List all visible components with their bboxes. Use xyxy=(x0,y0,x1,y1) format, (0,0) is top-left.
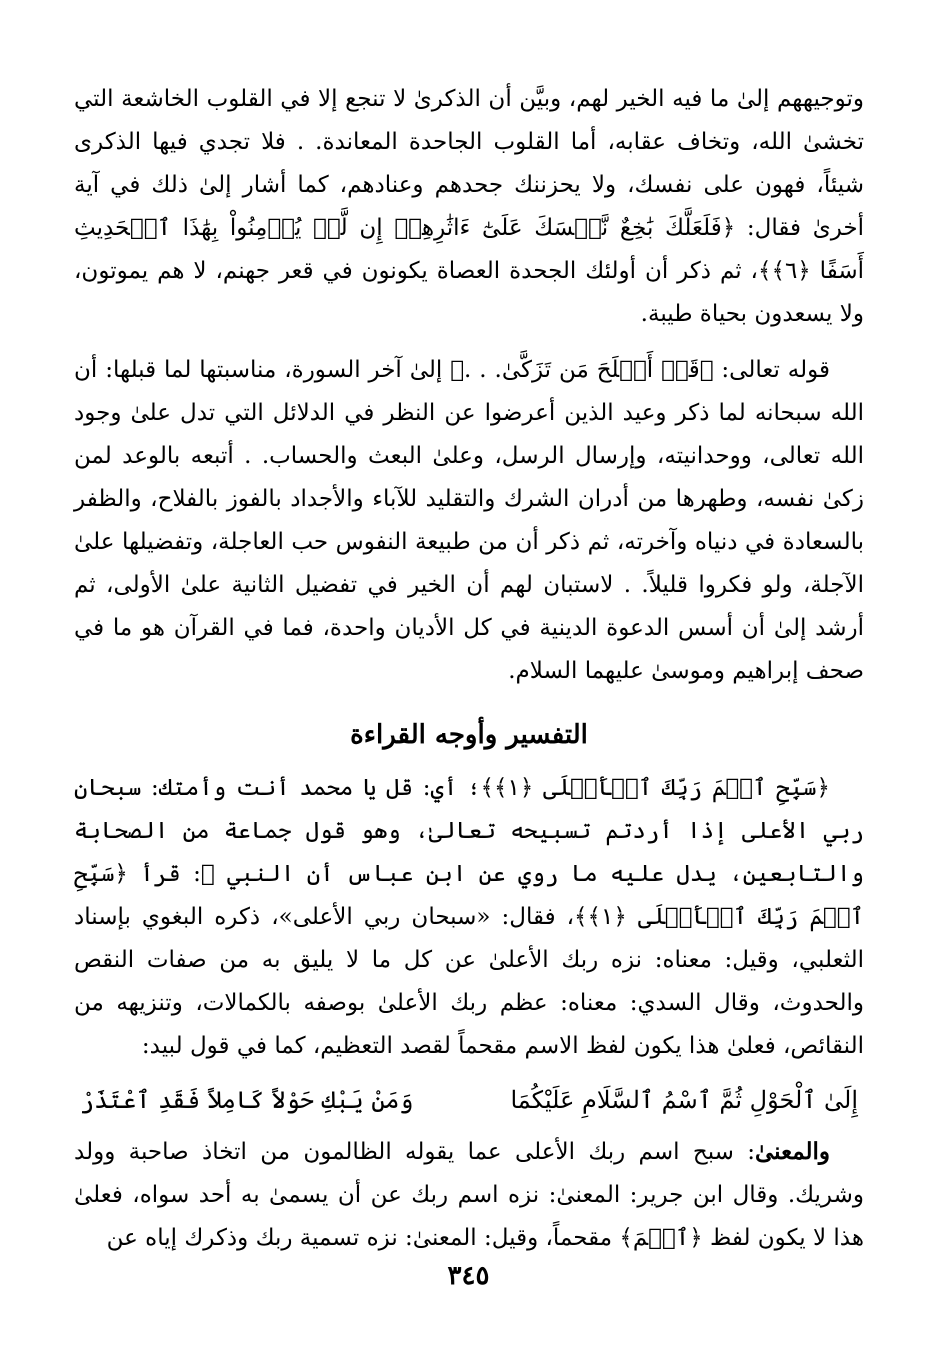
page-number: ٣٤٥ xyxy=(447,1261,490,1291)
paragraph-4 xyxy=(74,1130,864,1260)
poetry-verse xyxy=(74,1078,864,1122)
paragraph-1: وتوجيههم إلىٰ ما فيه الخير لهم، وبيَّن أن الذكرىٰ لا تنجع إلا في القلوب الخاشعة التي تخشىٰ الله، وتخاف عقابه، أما القلوب الجاحدة المعاندة. . فلا تجدي فيها الذكرى شيئاً، فهون على نفسك، ولا يحزننك جحدهم وعنادهم، كما أشار إلىٰ ذلك في آية أخرىٰ فقال: ﴿فَلَعَلَّكَ بَٰخِعٌ نَّفۡسَكَ عَلَىٰٓ ءَاثَٰرِهِمۡ إِن لَّمۡ يُؤۡمِنُواْ بِهَٰذَا ٱلۡحَدِيثِ أَسَفًا ﴿٦﴾﴾، ثم ذكر أن أولئك الجحدة العصاة يكونون في قعر جهنم، لا هم يموتون، ولا يسعدون بحياة طيبة. xyxy=(74,86,865,327)
page-body xyxy=(74,78,864,1260)
paragraph-4-text: : سبح اسم ربك الأعلى عما يقوله الظالمون من اتخاذ صاحبة وولد وشريك. وقال ابن جرير: المعنىٰ: نزه اسم ربك عن أن يسمىٰ به أحد سواه، فعلىٰ هذا لا يكون لفظ ﴿ٱسۡمَ﴾ مقحماً، وقيل: المعنىٰ: نزه تسمية ربك وذكرك إياه عن xyxy=(74,1139,864,1251)
verse-first-hemistich: إِلَىٰ ٱلْحَوْلِ ثُمَّ ٱسْمُ ٱلسَّلَامِ عَلَيْكُمَا xyxy=(510,1086,858,1114)
paragraph-2: قوله تعالى: ﴿قَدۡ أَفۡلَحَ مَن تَزَكَّىٰ. . .﴾ إلىٰ آخر السورة، مناسبتها لما قبلها: أن الله سبحانه لما ذكر وعيد الذين أعرضوا عن النظر في الدلائل التي تدل علىٰ وجود الله تعالى، ووحدانيته، وإرسال الرسل، وعلىٰ البعث والحساب. . أتبعه بالوعد لمن زكىٰ نفسه، وطهرها من أدران الشرك والتقليد للآباء والأجداد بالفوز بالفلاح، والظفر بالسعادة في دنياه وآخرته، ثم ذكر أن من طبيعة النفوس حب العاجلة، وتفضيلها علىٰ الآجلة، ولو فكروا قليلاً. . لاستبان لهم أن الخير في تفضيل الثانية علىٰ الأولى، ثم أرشد إلىٰ أن أسس الدعوة الدينية في كل الأديان واحدة، فما في القرآن هو ما في صحف إبراهيم وموسىٰ عليهما السلام. xyxy=(74,357,864,684)
verse-second-hemistich: وَمَنْ يَبْكِ حَوْلاً كَامِلاً فَقَدِ ٱعْتَذَرْ xyxy=(80,1086,414,1114)
paragraph-4-lead: والمعنىٰ xyxy=(754,1138,830,1165)
paragraph-3: ﴿سَبِّحِ ٱسۡمَ رَبِّكَ ٱلۡأَعۡلَى ﴿١﴾﴾؛ أي: قل يا محمد أنت وأمتك: سبحان ربي الأعلى إذا أردتم تسبيحه تعالىٰ، وهو قول جماعة من الصحابة والتابعين، يدل عليه ما روي عن ابن عباس أن النبي ﷺ: قرأ ﴿سَبِّحِ ٱسۡمَ رَبِّكَ ٱلۡأَعۡلَى ﴿١﴾﴾، فقال: «سبحان ربي الأعلى»، ذكره البغوي بإسناد الثعلبي، وقيل: معناه: نزه ربك الأعلىٰ عن كل ما لا يليق به من صفات النقص والحدوث، وقال السدي: معناه: عظم ربك الأعلىٰ بوصفه بالكمالات، وتنزيهه من النقائص، فعلىٰ هذا يكون لفظ الاسم مقحماً لقصد التعظيم، كما في قول لبيد: xyxy=(74,775,864,1059)
section-heading: التفسير وأوجه القراءة xyxy=(350,720,588,750)
